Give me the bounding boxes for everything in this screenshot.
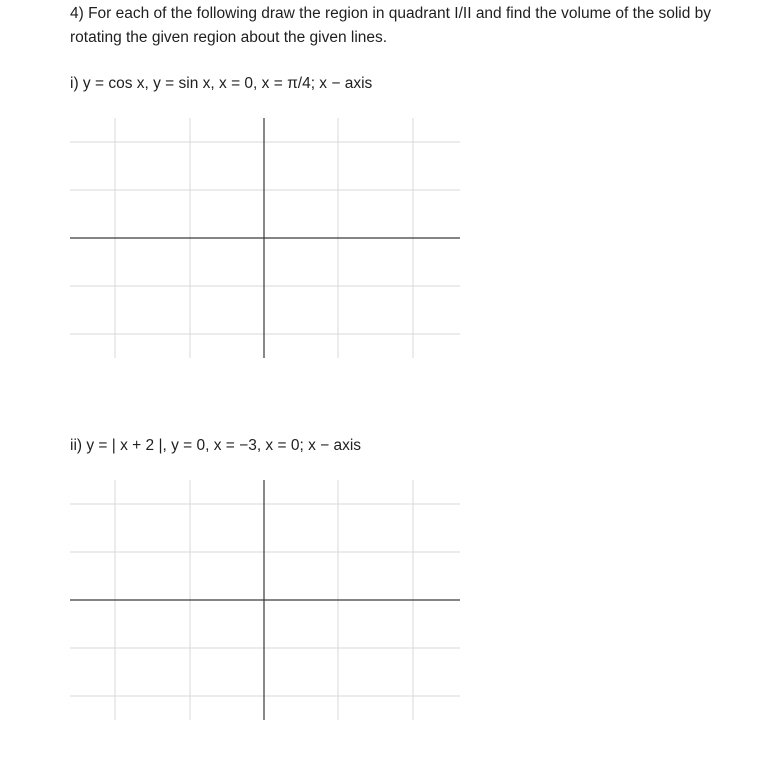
part-ii-label: ii) y = | x + 2 |, y = 0, x = −3, x = 0; x − axis: [70, 437, 362, 454]
graph-grid-part-ii: [70, 480, 460, 720]
graph-grid-part-i: [70, 118, 460, 358]
part-i-label: i) y = cos x, y = sin x, x = 0, x = π/4; x − axis: [70, 75, 373, 92]
problem-statement: 4) For each of the following draw the region in quadrant I/II and find the volume of the solid by rotating the given region about the given lines.: [70, 5, 712, 46]
